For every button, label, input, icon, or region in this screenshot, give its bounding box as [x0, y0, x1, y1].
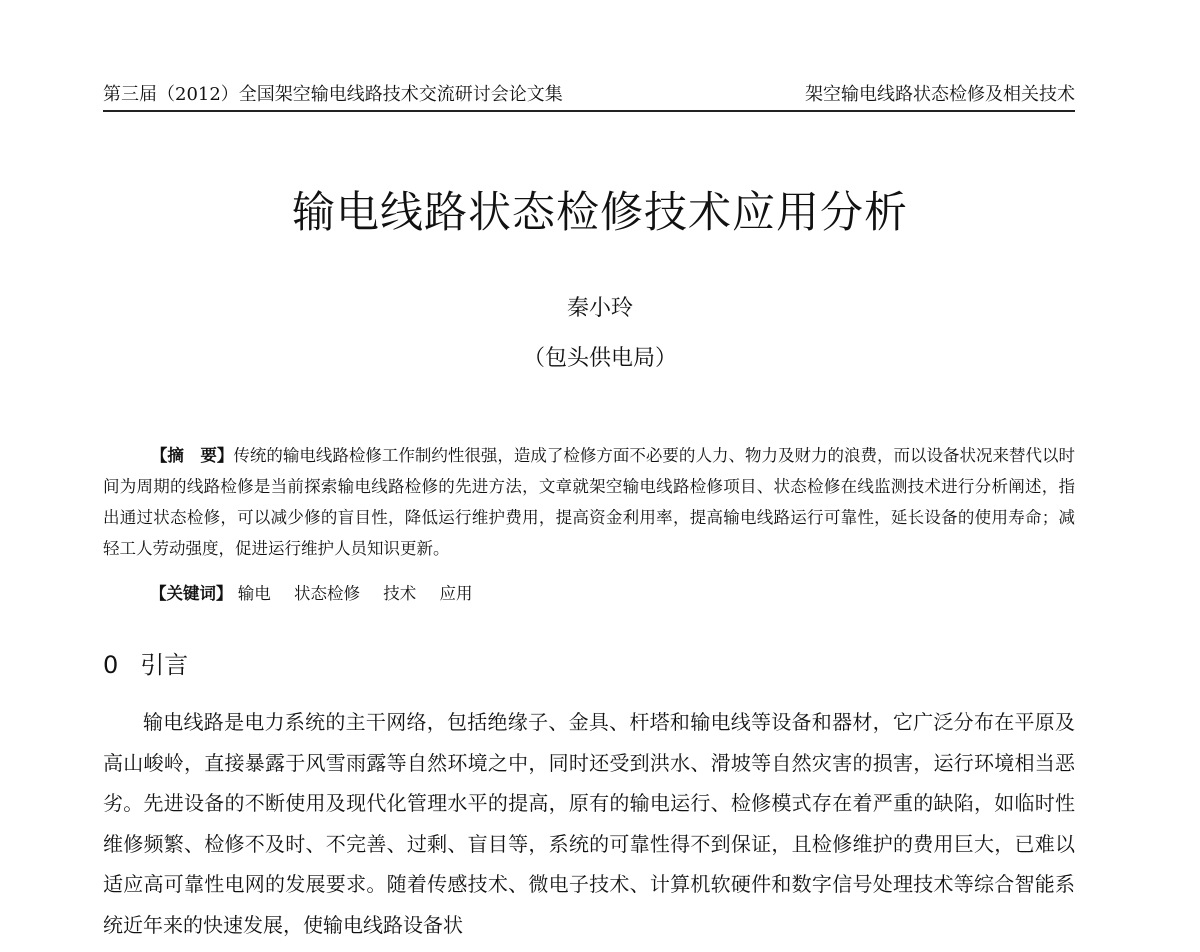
paper-title: 输电线路状态检修技术应用分析 [292, 188, 908, 238]
section-heading [103, 648, 188, 682]
abstract-text: 传统的输电线路检修工作制约性很强，造成了检修方面不必要的人力、物力及财力的浪费，而以设备状况来替代以时间为周期的线路检修是当前探索输电线路检修的先进方法，文章就架空输电线路检修项目、状态检修在线监测技术进行分析阐述，指出通过状态检修，可以减少修的盲目性，降低运行维护费用，提高资金利用率，提高输电线路运行可靠性，延长设备的使用寿命；减轻工人劳动强度，促进运行维护人员知识更新。 [103, 446, 1076, 558]
abstract [103, 440, 1075, 564]
keyword-item: 输电 [237, 584, 271, 603]
section-title: 引言 [140, 651, 189, 679]
author-name: 秦小玲 [566, 296, 633, 321]
proceedings-title: 第三届（2012）全国架空输电线路技术交流研讨会论文集 [103, 84, 563, 105]
keywords-label: 【关键词】 [150, 584, 233, 603]
keyword-item: 应用 [439, 584, 473, 603]
keyword-item: 状态检修 [294, 584, 360, 603]
section-category: 架空输电线路状态检修及相关技术 [805, 84, 1075, 105]
keyword-item: 技术 [383, 584, 417, 603]
keywords [150, 580, 491, 608]
body-paragraph: 输电线路是电力系统的主干网络，包括绝缘子、金具、杆塔和输电线等设备和器材，它广泛分布在平原及高山峻岭，直接暴露于风雪雨露等自然环境之中，同时还受到洪水、滑坡等自然灾害的损害，运行环境相当恶劣。先进设备的不断使用及现代化管理水平的提高，原有的输电运行、检修模式存在着严重的缺陷，如临时性维修频繁、检修不及时、不完善、过剩、盲目等，系统的可靠性得不到保证，且检修维护的费用巨大，已难以适应高可靠性电网的发展要求。随着传感技术、微电子技术、计算机软硬件和数字信号处理技术等综合智能系统近年来的快速发展，使输电线路设备状 [103, 710, 1075, 937]
abstract-label: 【摘 要】 [150, 446, 234, 465]
running-header [103, 82, 1075, 112]
section-number: 0 [103, 651, 119, 679]
author-affiliation: （包头供电局） [522, 346, 677, 371]
